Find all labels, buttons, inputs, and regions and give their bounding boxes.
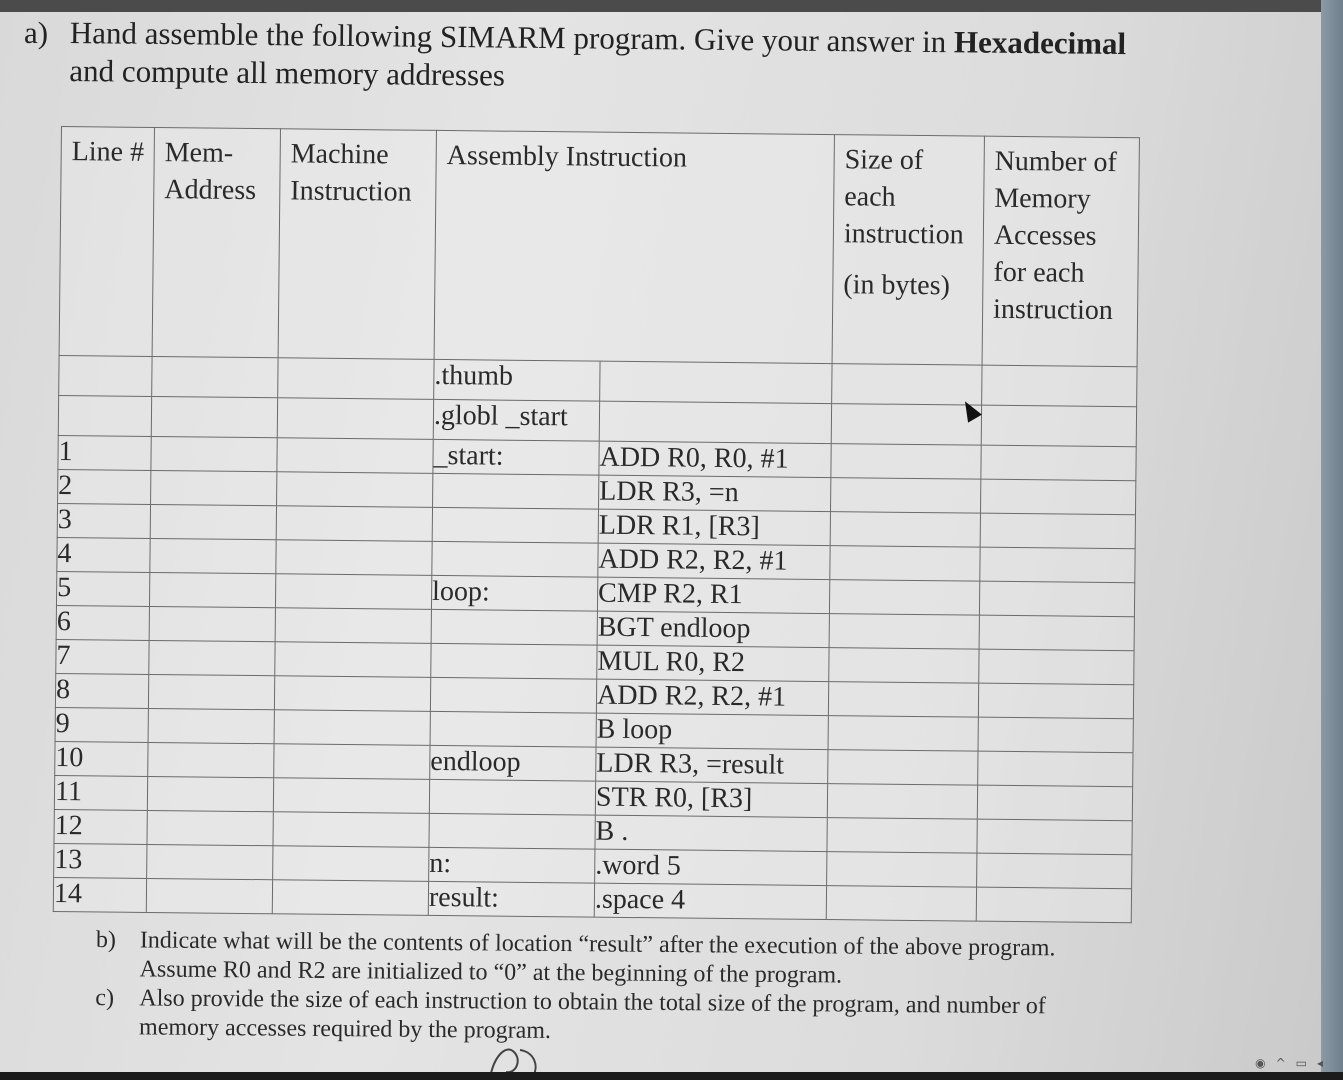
question-a-label: a) [24,15,49,50]
system-tray [1255,1056,1323,1070]
program-table [53,126,1140,923]
label-result: result: [428,881,594,917]
line-number: 6 [56,605,149,640]
instruction: LDR R1, [R3] [598,509,830,545]
line-number: 1 [58,435,151,470]
label-endloop: endloop [430,745,596,781]
instruction: ADD R2, R2, #1 [596,679,828,715]
instruction: .space 4 [594,883,826,919]
instruction: ADD R2, R2, #1 [598,543,830,579]
line-number: 3 [57,503,150,538]
instruction: LDR R3, =result [596,747,828,783]
line-number: 11 [54,775,147,810]
screen-bezel-top [0,0,1343,12]
question-c [95,984,1075,1051]
instruction: .word 5 [595,849,827,885]
instruction: LDR R3, =n [599,475,831,511]
network-icon[interactable]: ◉ [1255,1056,1266,1070]
instruction: STR R0, [R3] [595,781,827,817]
header-assembly-instruction: Assembly Instruction [434,130,834,363]
directive-thumb: .thumb [434,359,600,401]
taskbar [0,1072,1343,1080]
header-machine-instruction: Machine Instruction [278,129,436,360]
label-loop: loop: [431,575,597,611]
display-icon[interactable]: ▭ [1295,1056,1307,1070]
volume-icon[interactable]: ◂ [1316,1056,1323,1070]
header-memory-accesses: Number of Memory Accesses for each instruction [982,136,1139,367]
instruction: ADD R0, R0, #1 [599,441,831,477]
question-c-text: Also provide the size of each instruction to obtain the total size of the program, and number of memory accesses required by the program. [139,985,1046,1044]
instruction: MUL R0, R2 [597,645,829,681]
label-start: _start: [433,439,599,475]
line-number: 7 [56,639,149,674]
instruction: CMP R2, R1 [597,577,829,613]
line-number: 13 [54,843,147,878]
line-number: 2 [58,469,151,504]
line-number: 9 [55,707,148,742]
line-number: 10 [55,741,148,776]
program-table-wrapper [53,126,1140,923]
questions-b-c [95,926,1076,1051]
line-number: 14 [53,877,146,912]
header-line: Line # [59,127,154,357]
header-size-unit: (in bytes) [843,269,951,302]
screen-bezel-right [1321,0,1343,1080]
header-size-main: Size of each instruction [843,144,964,251]
table-header-row [59,127,1139,367]
question-c-label: c) [95,984,115,1012]
header-size [832,135,984,366]
directive-globl: .globl _start [433,399,599,441]
instruction: B . [595,815,827,851]
question-b-text: Indicate what will be the contents of location “result” after the execution of the above program. Assume R0 and R2 are initialized to “0” at the beginning of the program. [139,927,1056,989]
question-b [95,926,1075,993]
hexadecimal-emphasis: Hexadecimal [953,24,1127,62]
question-b-label: b) [95,926,116,954]
instruction: BGT endloop [597,611,829,647]
line-number: 8 [55,673,148,708]
line-number: 4 [57,537,150,572]
question-a-text: Hand assemble the following SIMARM program. Give your answer in Hexadecimal and compute all memory addresses [69,14,1127,93]
line-number: 12 [54,809,147,844]
line-number: 5 [56,571,149,606]
label-n: n: [429,847,595,883]
header-mem-address: Mem- Address [152,127,280,357]
instruction: B loop [596,713,828,749]
chevron-up-icon[interactable]: ^ [1275,1056,1286,1070]
